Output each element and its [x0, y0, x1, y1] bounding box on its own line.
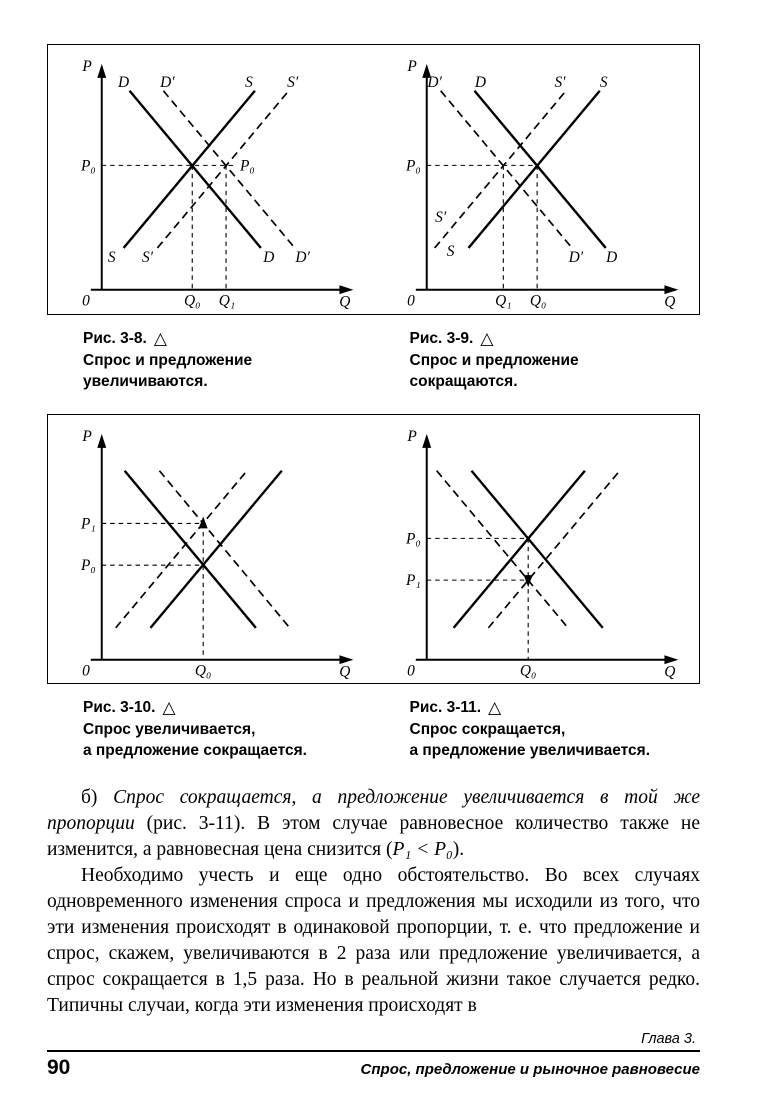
- caption-text-line: а предложение увеличивается.: [409, 742, 651, 760]
- supply-curve: [453, 470, 584, 627]
- demand-shifted-label-top: D′: [160, 73, 175, 91]
- caption-text-line: Спрос увеличивается,: [83, 721, 256, 739]
- chapter-text: Глава 3.: [641, 1031, 696, 1048]
- demand-label-bottom: D: [263, 248, 275, 266]
- origin-label: 0: [82, 292, 90, 310]
- p-axis-label: P: [407, 427, 417, 445]
- supply-shifted-label-bottom: S′: [141, 248, 154, 266]
- origin-label: 0: [82, 662, 90, 680]
- y-axis-arrow-icon: [422, 434, 431, 448]
- supply-curve-shifted: [116, 470, 247, 627]
- demand-shifted-label-top: D′: [427, 73, 442, 91]
- demand-curve-shifted: [440, 91, 571, 248]
- q-axis-label: Q: [339, 663, 351, 681]
- para1-mid-text: (рис. 3-11). В этом случае равновесное количество также не изменится, а равновесная цена снизится (: [47, 813, 700, 861]
- fig-3-9-diagram: [377, 51, 695, 312]
- supply-curve: [468, 91, 599, 248]
- paragraph-b: [47, 785, 700, 863]
- demand-label-top: D: [474, 73, 486, 91]
- demand-curve-shifted: [159, 470, 289, 627]
- supply-curve: [150, 470, 281, 627]
- caption-title: [83, 328, 374, 349]
- demand-label-top: D: [118, 73, 130, 91]
- demand-curve: [474, 91, 605, 248]
- supply-label-left: S: [446, 242, 455, 260]
- demand-curve: [471, 470, 602, 627]
- captions-row-2: [47, 697, 700, 761]
- fig-3-11-diagram: [377, 421, 695, 682]
- fig-3-9-caption: [374, 328, 701, 392]
- body-copy: [47, 785, 700, 1019]
- caption-text-line: Спрос сокращается,: [409, 721, 566, 739]
- supply-curve-shifted: [434, 91, 565, 248]
- figure-number: Рис. 3-9.: [409, 329, 474, 347]
- p1-axis-label: P₁: [80, 514, 96, 532]
- chapter-label: [47, 1031, 700, 1047]
- p-axis-label: P: [82, 57, 92, 75]
- origin-label: 0: [406, 662, 415, 680]
- q0-label: Q₀: [529, 292, 547, 310]
- figure-number: Рис. 3-8.: [83, 329, 147, 347]
- footer-row: [47, 1056, 700, 1080]
- y-axis-arrow-icon: [97, 64, 106, 78]
- figure-box-bottom: [47, 414, 700, 685]
- caption-text-line: а предложение сокращается.: [83, 742, 307, 760]
- p0-equilibrium-label: P₀: [239, 157, 255, 175]
- triangle-marker-icon: △: [162, 698, 176, 718]
- q0-label: Q₀: [519, 662, 537, 680]
- q-axis-label: Q: [663, 293, 676, 311]
- triangle-marker-icon: △: [153, 328, 167, 348]
- p0-axis-label: P₀: [405, 529, 421, 547]
- fig-3-11-caption: [374, 697, 701, 761]
- caption-text-line: сокращаются.: [409, 372, 518, 390]
- y-axis-arrow-icon: [97, 434, 106, 448]
- figure-box-top: [47, 44, 700, 315]
- demand-shifted-label-bottom: D′: [568, 248, 583, 266]
- p1-axis-label: P₁: [405, 571, 421, 589]
- figure-number: Рис. 3-10.: [83, 699, 156, 717]
- supply-curve-shifted: [488, 470, 619, 627]
- supply-curve-shifted: [157, 91, 288, 248]
- triangle-marker-icon: △: [488, 698, 502, 718]
- q-axis-label: Q: [339, 293, 351, 311]
- page-number: 90: [47, 1056, 71, 1080]
- supply-label-top: S: [599, 73, 608, 91]
- p0-axis-label: P₀: [405, 157, 421, 175]
- p0-axis-label: P₀: [80, 556, 96, 574]
- supply-label-bottom: S: [107, 248, 116, 266]
- fig-3-8-diagram: [52, 51, 370, 312]
- section-title: Спрос, предложение и рыночное равновесие: [360, 1061, 700, 1079]
- para1-lead-text: б): [81, 787, 114, 809]
- footer-rule: [47, 1050, 700, 1052]
- q1-label: Q₁: [218, 292, 236, 310]
- q0-label: Q₀: [184, 292, 201, 310]
- para1-math-text: P₁ < P₀: [392, 839, 453, 861]
- q0-label: Q₀: [194, 662, 212, 680]
- para1-tail-text: ).: [452, 839, 465, 861]
- p0-axis-label: P₀: [80, 157, 96, 175]
- origin-label: 0: [406, 292, 415, 310]
- demand-shifted-label-bottom: D′: [295, 248, 310, 266]
- triangle-marker-icon: △: [480, 328, 494, 348]
- caption-title: [83, 697, 374, 718]
- p-axis-label: P: [407, 57, 417, 75]
- paragraph-note: [47, 863, 700, 1019]
- caption-text-line: увеличиваются.: [83, 372, 208, 390]
- q-axis-label: Q: [663, 663, 676, 681]
- fig-3-10-caption: [47, 697, 374, 761]
- q1-label: Q₁: [494, 292, 512, 310]
- fig-3-10-diagram: [52, 421, 370, 682]
- caption-text-line: Спрос и предложение: [409, 351, 579, 369]
- para1-italic-text: Спрос сокращается, а предложение увеличивается в той же пропорции: [47, 787, 700, 835]
- captions-row-1: [47, 328, 700, 392]
- caption-title: [410, 328, 701, 349]
- demand-curve-shifted: [163, 91, 294, 248]
- supply-shifted-label-top: S′: [287, 73, 299, 91]
- supply-label-top: S: [245, 73, 253, 91]
- caption-title: [410, 697, 701, 718]
- demand-label-bottom: D: [605, 248, 618, 266]
- caption-text-line: Спрос и предложение: [83, 351, 253, 369]
- supply-shifted-label-top: S′: [554, 73, 566, 91]
- p-axis-label: P: [82, 427, 92, 445]
- figure-number: Рис. 3-11.: [409, 699, 482, 717]
- demand-curve-shifted: [436, 470, 567, 627]
- para2-text: Необходимо учесть и еще одно обстоятельство. Во всех случаях одновременного изменения спроса и предложения мы исходили из того, что эти изменения происходят в одинаковой пропорции, т. е. что предложение и спрос, скажем, увеличиваются в 2 раза или предложение увеличивается, а спрос сокращается в 1,5 раза. Но в реальной жизни такое случается редко. Типичны случаи, когда эти изменения происходят в: [47, 865, 700, 1017]
- demand-curve: [125, 470, 256, 627]
- supply-curve: [124, 91, 255, 248]
- supply-shifted-label-left: S′: [434, 209, 446, 227]
- fig-3-8-caption: [47, 328, 374, 392]
